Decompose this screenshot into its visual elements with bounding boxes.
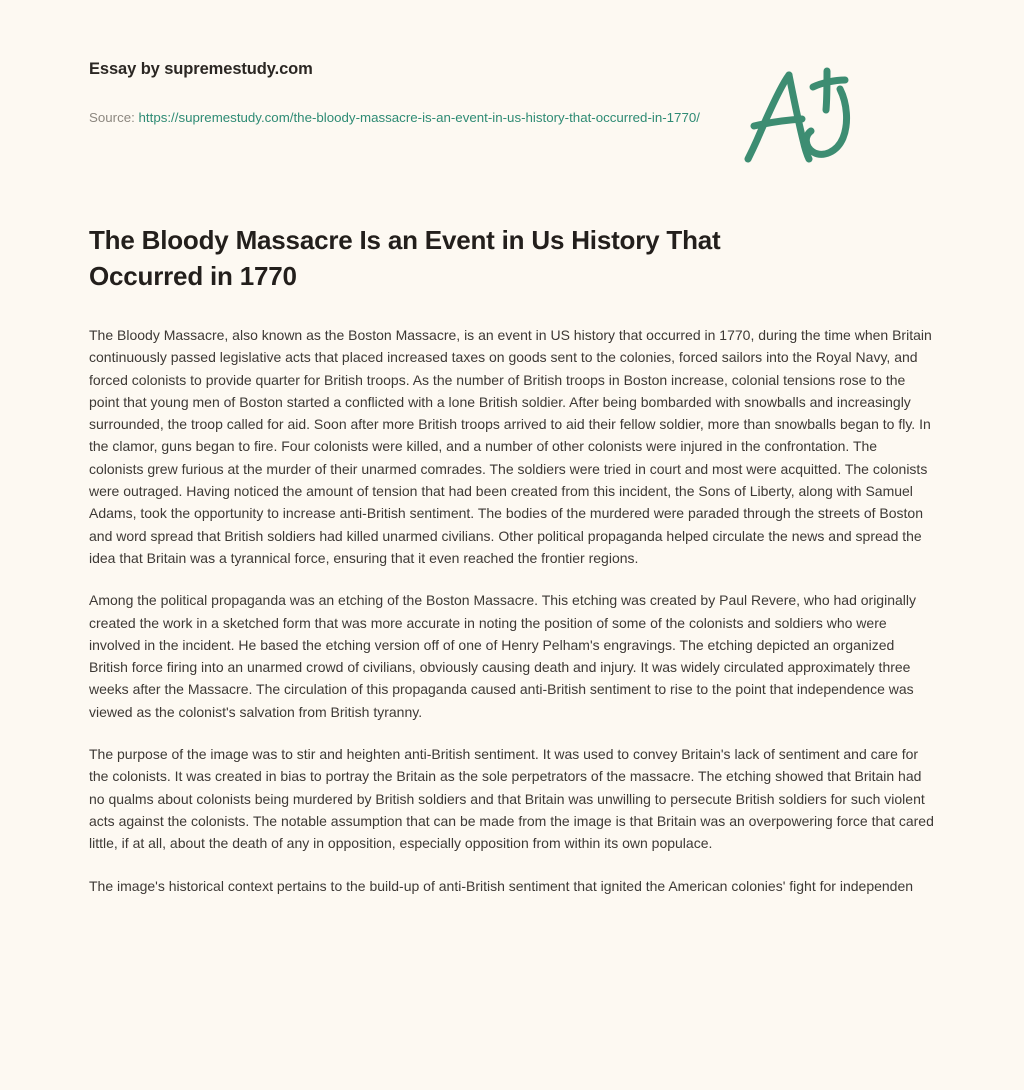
body-paragraph: The image's historical context pertains to the build-up of anti-British sentiment that ignited the American colonies' fight for independen: [89, 877, 914, 894]
source-label: Source:: [89, 110, 139, 125]
document-body: [89, 294, 935, 897]
source-line: [89, 106, 769, 129]
essay-attribution: Essay by supremestudy.com: [89, 60, 313, 78]
header-text-block: [89, 58, 769, 129]
body-paragraph: The Bloody Massacre, also known as the Boston Massacre, is an event in US history that occurred in 1770, during the time when Britain continuously passed legislative acts that placed increased taxes on goods sent to the colonies, forced sailors into the Royal Navy, and forced colonists to provide quarter for British troops. As the number of British troops in Boston increase, colonial tensions rose to the point that young men of Boston started a conflicted with a lone British soldier. After being bombarded with snowballs and increasingly surrounded, the troop called for aid. Soon after more British troops arrived to aid their fellow soldier, more than snowballs began to fly. In the clamor, guns began to fire. Four colonists were killed, and a number of other colonists were injured in the confrontation. The colonists grew furious at the murder of their unarmed comrades. The soldiers were tried in court and most were acquitted. The colonists were outraged. Having noticed the amount of tension that had been created from this incident, the Sons of Liberty, along with Samuel Adams, took the opportunity to increase anti-British sentiment. The bodies of the murdered were paraded through the streets of Boston and word spread that British soldiers had killed unarmed civilians. Other political propaganda helped circulate the news and spread the idea that Britain was a tyrannical force, ensuring that it even reached the frontier regions.: [89, 327, 932, 566]
source-url-link[interactable]: https://supremestudy.com/the-bloody-massacre-is-an-event-in-us-history-that-occurred-in-1770/: [138, 110, 700, 125]
a-plus-logo-icon: [735, 62, 865, 172]
body-paragraph: The purpose of the image was to stir and heighten anti-British sentiment. It was used to convey Britain's lack of sentiment and care for the colonists. It was created in bias to portray the Britain as the sole perpetrators of the massacre. The etching showed that Britain had no qualms about colonists being murdered by British soldiers and that Britain was unwilling to persecute British soldiers for such violent acts against the colonists. The notable assumption that can be made from the image is that Britain was an overpowering force that cared little, if at all, about the death of any in opposition, especially opposition from within its own populace.: [89, 746, 934, 852]
document-header: [89, 0, 935, 129]
body-paragraph: Among the political propaganda was an etching of the Boston Massacre. This etching was created by Paul Revere, who had originally created the work in a sketched form that was more accurate in noting the position of some of the colonists and soldiers who were involved in the incident. He based the etching version off of one of Henry Pelham's engravings. The etching depicted an organized British force firing into an unarmed crowd of civilians, obviously causing death and injury. It was widely circulated approximately three weeks after the Massacre. The circulation of this propaganda caused anti-British sentiment to rise to the point that independence was viewed as the colonist's salvation from British tyranny.: [89, 592, 916, 720]
page-title: The Bloody Massacre Is an Event in Us History That Occurred in 1770: [89, 225, 721, 291]
